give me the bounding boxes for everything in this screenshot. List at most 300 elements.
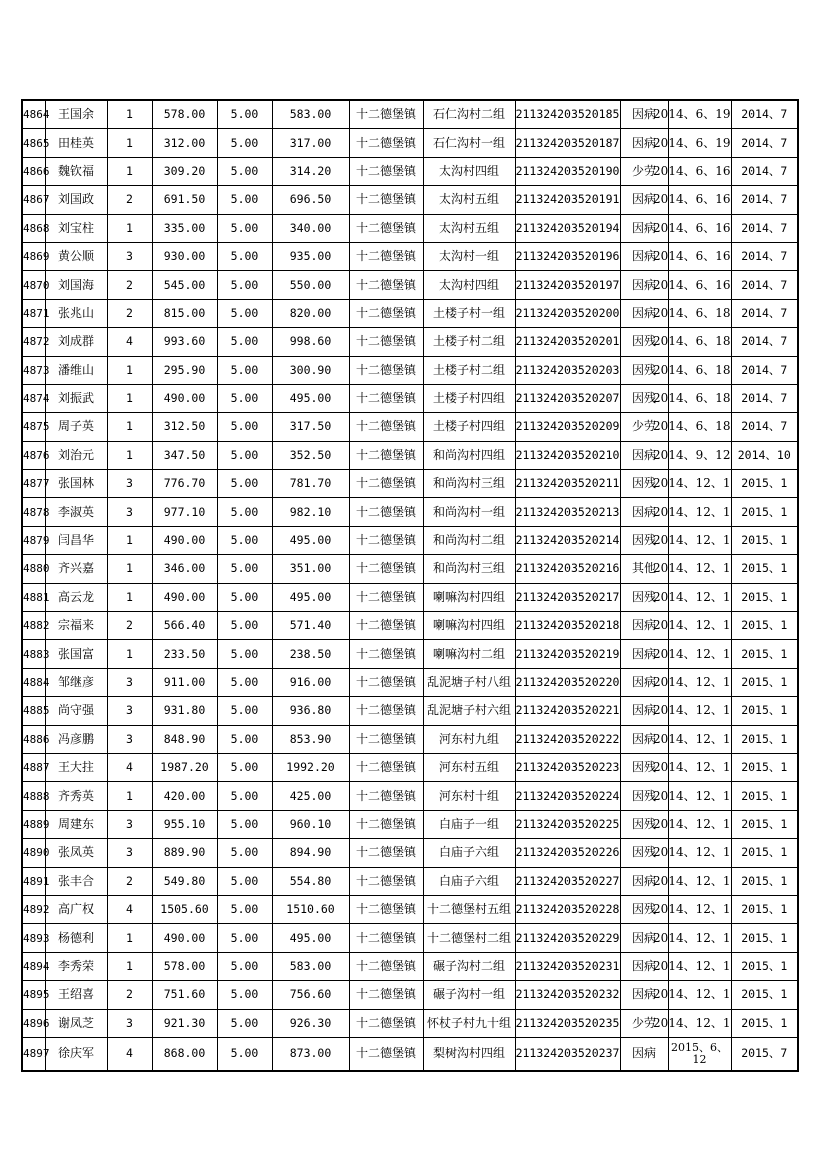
row-number-cell: 4878: [22, 498, 45, 526]
total-cell: 926.30: [272, 1009, 349, 1037]
table-row: [22, 186, 798, 214]
table-row: [22, 810, 798, 838]
table-row: [22, 470, 798, 498]
town-cell: 十二德堡镇: [349, 810, 423, 838]
reason-cell: 因病: [620, 725, 668, 753]
row-number-cell: 4866: [22, 157, 45, 185]
reason-cell: 因残: [620, 526, 668, 554]
start-date-text: 2014、12、1: [653, 902, 731, 917]
persons-cell: 1: [107, 583, 152, 611]
start-date-text: 2014、6、18: [653, 305, 731, 320]
reason-cell: 因残: [620, 470, 668, 498]
id-cell: 211324203520203: [515, 356, 620, 384]
row-number-cell: 4875: [22, 413, 45, 441]
start-date-cell: [653, 498, 731, 526]
name-cell: 刘国政: [45, 186, 107, 214]
extra-cell: 5.00: [217, 981, 272, 1009]
persons-cell: 4: [107, 328, 152, 356]
row-number-cell: 4883: [22, 640, 45, 668]
start-date-text: 2014、12、1: [653, 788, 731, 803]
persons-cell: 1: [107, 924, 152, 952]
start-date-cell: [653, 640, 731, 668]
table-row: [22, 242, 798, 270]
village-cell: 土楼子村二组: [423, 356, 515, 384]
persons-cell: 4: [107, 753, 152, 781]
persons-cell: 1: [107, 640, 152, 668]
start-date-cell: [653, 214, 731, 242]
start-date-text: 2014、12、1: [653, 845, 731, 860]
start-date-text: 2014、6、18: [653, 391, 731, 406]
table-row: [22, 782, 798, 810]
village-cell: 太沟村一组: [423, 242, 515, 270]
amount-cell: 776.70: [152, 470, 217, 498]
amount-cell: 346.00: [152, 555, 217, 583]
amount-cell: 295.90: [152, 356, 217, 384]
town-cell: 十二德堡镇: [349, 952, 423, 980]
start-date-cell: [653, 441, 731, 469]
start-date-cell: [653, 725, 731, 753]
town-cell: 十二德堡镇: [349, 413, 423, 441]
village-cell: 河东村十组: [423, 782, 515, 810]
end-date-cell: 2015、1: [731, 668, 798, 696]
persons-cell: 3: [107, 697, 152, 725]
village-cell: 土楼子村一组: [423, 299, 515, 327]
end-date-cell: 2014、7: [731, 100, 798, 129]
end-date-cell: 2014、7: [731, 299, 798, 327]
name-cell: 邹继彦: [45, 668, 107, 696]
start-date-cell: [653, 895, 731, 923]
id-cell: 211324203520216: [515, 555, 620, 583]
start-date-cell: [653, 555, 731, 583]
village-cell: 和尚沟村三组: [423, 470, 515, 498]
town-cell: 十二德堡镇: [349, 839, 423, 867]
table-row: [22, 1009, 798, 1037]
total-cell: 495.00: [272, 526, 349, 554]
table-row: [22, 895, 798, 923]
start-date-cell: [653, 753, 731, 781]
end-date-cell: 2015、1: [731, 952, 798, 980]
amount-cell: 921.30: [152, 1009, 217, 1037]
amount-cell: 993.60: [152, 328, 217, 356]
name-cell: 魏钦福: [45, 157, 107, 185]
extra-cell: 5.00: [217, 157, 272, 185]
id-cell: 211324203520187: [515, 129, 620, 157]
reason-cell: 因残: [620, 356, 668, 384]
id-cell: 211324203520201: [515, 328, 620, 356]
amount-cell: 955.10: [152, 810, 217, 838]
town-cell: 十二德堡镇: [349, 356, 423, 384]
village-cell: 石仁沟村一组: [423, 129, 515, 157]
id-cell: 211324203520232: [515, 981, 620, 1009]
name-cell: 周子英: [45, 413, 107, 441]
village-cell: 梨树沟村四组: [423, 1037, 515, 1071]
reason-cell: 因病: [620, 640, 668, 668]
end-date-cell: 2015、1: [731, 725, 798, 753]
table-row: [22, 100, 798, 129]
id-cell: 211324203520226: [515, 839, 620, 867]
table-row: [22, 583, 798, 611]
id-cell: 211324203520222: [515, 725, 620, 753]
amount-cell: 911.00: [152, 668, 217, 696]
persons-cell: 3: [107, 242, 152, 270]
name-cell: 齐秀英: [45, 782, 107, 810]
amount-cell: 815.00: [152, 299, 217, 327]
start-date-text: 2014、12、1: [653, 675, 731, 689]
name-cell: 田桂英: [45, 129, 107, 157]
reason-cell: 因病: [620, 214, 668, 242]
id-cell: 211324203520220: [515, 668, 620, 696]
id-cell: 211324203520235: [515, 1009, 620, 1037]
extra-cell: 5.00: [217, 441, 272, 469]
town-cell: 十二德堡镇: [349, 895, 423, 923]
village-cell: 十二德堡村五组: [423, 895, 515, 923]
village-cell: 河东村五组: [423, 753, 515, 781]
name-cell: 张丰合: [45, 867, 107, 895]
start-date-cell: [653, 697, 731, 725]
start-date-cell: [653, 612, 731, 640]
name-cell: 尚守强: [45, 697, 107, 725]
row-number-cell: 4867: [22, 186, 45, 214]
extra-cell: 5.00: [217, 810, 272, 838]
start-date-cell: [653, 186, 731, 214]
town-cell: 十二德堡镇: [349, 129, 423, 157]
total-cell: 1510.60: [272, 895, 349, 923]
town-cell: 十二德堡镇: [349, 299, 423, 327]
id-cell: 211324203520237: [515, 1037, 620, 1071]
town-cell: 十二德堡镇: [349, 186, 423, 214]
extra-cell: 5.00: [217, 214, 272, 242]
persons-cell: 3: [107, 1009, 152, 1037]
town-cell: 十二德堡镇: [349, 612, 423, 640]
persons-cell: 3: [107, 810, 152, 838]
persons-cell: 1: [107, 157, 152, 185]
table-row: [22, 640, 798, 668]
total-cell: 1992.20: [272, 753, 349, 781]
reason-cell: 因病: [620, 952, 668, 980]
village-cell: 土楼子村二组: [423, 328, 515, 356]
row-number-cell: 4890: [22, 839, 45, 867]
id-cell: 211324203520211: [515, 470, 620, 498]
table-row: [22, 129, 798, 157]
end-date-cell: 2014、10: [731, 441, 798, 469]
total-cell: 935.00: [272, 242, 349, 270]
records-table: [21, 99, 799, 1072]
id-cell: 211324203520207: [515, 384, 620, 412]
start-date-cell: [653, 782, 731, 810]
amount-cell: 309.20: [152, 157, 217, 185]
id-cell: 211324203520209: [515, 413, 620, 441]
table-row: [22, 413, 798, 441]
row-number-cell: 4871: [22, 299, 45, 327]
start-date-cell: [653, 384, 731, 412]
row-number-cell: 4893: [22, 924, 45, 952]
id-cell: 211324203520218: [515, 612, 620, 640]
reason-cell: 因病: [620, 697, 668, 725]
village-cell: 白庙子六组: [423, 839, 515, 867]
extra-cell: 5.00: [217, 526, 272, 554]
end-date-cell: 2015、1: [731, 470, 798, 498]
town-cell: 十二德堡镇: [349, 782, 423, 810]
extra-cell: 5.00: [217, 271, 272, 299]
name-cell: 张兆山: [45, 299, 107, 327]
amount-cell: 848.90: [152, 725, 217, 753]
row-number-cell: 4881: [22, 583, 45, 611]
reason-cell: 因病: [620, 242, 668, 270]
name-cell: 张国林: [45, 470, 107, 498]
name-cell: 杨德利: [45, 924, 107, 952]
extra-cell: 5.00: [217, 299, 272, 327]
persons-cell: 2: [107, 981, 152, 1009]
extra-cell: 5.00: [217, 895, 272, 923]
name-cell: 李淑英: [45, 498, 107, 526]
start-date-cell: [653, 100, 731, 129]
table-row: [22, 441, 798, 469]
extra-cell: 5.00: [217, 640, 272, 668]
id-cell: 211324203520194: [515, 214, 620, 242]
end-date-cell: 2015、1: [731, 697, 798, 725]
end-date-cell: 2014、7: [731, 157, 798, 185]
row-number-cell: 4896: [22, 1009, 45, 1037]
town-cell: 十二德堡镇: [349, 753, 423, 781]
amount-cell: 233.50: [152, 640, 217, 668]
reason-cell: 因残: [620, 583, 668, 611]
town-cell: 十二德堡镇: [349, 583, 423, 611]
start-date-text: 2014、6、18: [653, 334, 731, 349]
extra-cell: 5.00: [217, 186, 272, 214]
row-number-cell: 4870: [22, 271, 45, 299]
total-cell: 317.00: [272, 129, 349, 157]
end-date-cell: 2014、7: [731, 271, 798, 299]
start-date-cell: [653, 129, 731, 157]
total-cell: 873.00: [272, 1037, 349, 1071]
town-cell: 十二德堡镇: [349, 498, 423, 526]
start-date-cell: 2015、6、12: [668, 1037, 731, 1071]
reason-cell: 因残: [620, 782, 668, 810]
start-date-text: 2014、12、1: [653, 873, 731, 888]
table-row: [22, 924, 798, 952]
name-cell: 刘治元: [45, 441, 107, 469]
id-cell: 211324203520185: [515, 100, 620, 129]
id-cell: 211324203520221: [515, 697, 620, 725]
persons-cell: 4: [107, 895, 152, 923]
extra-cell: 5.00: [217, 782, 272, 810]
village-cell: 土楼子村四组: [423, 413, 515, 441]
end-date-cell: 2015、1: [731, 810, 798, 838]
start-date-cell: [653, 299, 731, 327]
amount-cell: 691.50: [152, 186, 217, 214]
row-number-cell: 4877: [22, 470, 45, 498]
extra-cell: 5.00: [217, 1037, 272, 1071]
end-date-cell: 2015、1: [731, 753, 798, 781]
row-number-cell: 4868: [22, 214, 45, 242]
total-cell: 554.80: [272, 867, 349, 895]
total-cell: 820.00: [272, 299, 349, 327]
start-date-text: 2014、12、1: [653, 930, 731, 945]
total-cell: 916.00: [272, 668, 349, 696]
total-cell: 998.60: [272, 328, 349, 356]
persons-cell: 1: [107, 952, 152, 980]
start-date-text: 2014、12、1: [653, 533, 731, 548]
town-cell: 十二德堡镇: [349, 725, 423, 753]
amount-cell: 578.00: [152, 952, 217, 980]
name-cell: 刘国海: [45, 271, 107, 299]
persons-cell: 1: [107, 356, 152, 384]
total-cell: 238.50: [272, 640, 349, 668]
id-cell: 211324203520210: [515, 441, 620, 469]
total-cell: 314.20: [272, 157, 349, 185]
row-number-cell: 4885: [22, 697, 45, 725]
start-date-text: 2014、12、1: [653, 731, 731, 746]
end-date-cell: 2015、1: [731, 555, 798, 583]
town-cell: 十二德堡镇: [349, 924, 423, 952]
row-number-cell: 4874: [22, 384, 45, 412]
row-number-cell: 4891: [22, 867, 45, 895]
town-cell: 十二德堡镇: [349, 668, 423, 696]
end-date-cell: 2015、1: [731, 612, 798, 640]
start-date-cell: [653, 356, 731, 384]
extra-cell: 5.00: [217, 952, 272, 980]
reason-cell: 因病: [620, 867, 668, 895]
row-number-cell: 4888: [22, 782, 45, 810]
name-cell: 王绍喜: [45, 981, 107, 1009]
amount-cell: 930.00: [152, 242, 217, 270]
extra-cell: 5.00: [217, 498, 272, 526]
extra-cell: 5.00: [217, 356, 272, 384]
name-cell: 潘维山: [45, 356, 107, 384]
town-cell: 十二德堡镇: [349, 328, 423, 356]
start-date-cell: [653, 981, 731, 1009]
amount-cell: 977.10: [152, 498, 217, 526]
total-cell: 756.60: [272, 981, 349, 1009]
table-row: [22, 612, 798, 640]
name-cell: 宗福来: [45, 612, 107, 640]
total-cell: 495.00: [272, 384, 349, 412]
reason-cell: 因病: [620, 1037, 668, 1071]
extra-cell: 5.00: [217, 839, 272, 867]
town-cell: 十二德堡镇: [349, 214, 423, 242]
extra-cell: 5.00: [217, 697, 272, 725]
village-cell: 碾子沟村一组: [423, 981, 515, 1009]
total-cell: 853.90: [272, 725, 349, 753]
persons-cell: 1: [107, 555, 152, 583]
start-date-text: 2014、12、1: [653, 646, 731, 661]
table-row: [22, 725, 798, 753]
start-date-cell: [653, 867, 731, 895]
village-cell: 和尚沟村二组: [423, 526, 515, 554]
village-cell: 喇嘛沟村二组: [423, 640, 515, 668]
town-cell: 十二德堡镇: [349, 526, 423, 554]
persons-cell: 2: [107, 271, 152, 299]
persons-cell: 3: [107, 668, 152, 696]
row-number-cell: 4879: [22, 526, 45, 554]
name-cell: 闫昌华: [45, 526, 107, 554]
id-cell: 211324203520219: [515, 640, 620, 668]
reason-cell: 因病: [620, 924, 668, 952]
end-date-cell: 2015、1: [731, 981, 798, 1009]
start-date-text: 2014、6、19: [653, 107, 731, 122]
end-date-cell: 2015、1: [731, 583, 798, 611]
town-cell: 十二德堡镇: [349, 100, 423, 129]
persons-cell: 2: [107, 186, 152, 214]
total-cell: 982.10: [272, 498, 349, 526]
amount-cell: 868.00: [152, 1037, 217, 1071]
start-date-text: 2014、12、1: [653, 703, 731, 718]
end-date-cell: 2014、7: [731, 356, 798, 384]
village-cell: 太沟村四组: [423, 271, 515, 299]
total-cell: 425.00: [272, 782, 349, 810]
row-number-cell: 4882: [22, 612, 45, 640]
start-date-cell: [653, 271, 731, 299]
extra-cell: 5.00: [217, 668, 272, 696]
total-cell: 351.00: [272, 555, 349, 583]
start-date-cell: [653, 668, 731, 696]
name-cell: 周建东: [45, 810, 107, 838]
start-date-cell: [653, 470, 731, 498]
end-date-cell: 2015、1: [731, 839, 798, 867]
persons-cell: 1: [107, 441, 152, 469]
village-cell: 十二德堡村二组: [423, 924, 515, 952]
name-cell: 黄公顺: [45, 242, 107, 270]
persons-cell: 2: [107, 612, 152, 640]
extra-cell: 5.00: [217, 328, 272, 356]
start-date-text: 2014、12、1: [653, 987, 731, 1002]
end-date-cell: 2014、7: [731, 129, 798, 157]
total-cell: 583.00: [272, 952, 349, 980]
village-cell: 白庙子一组: [423, 810, 515, 838]
total-cell: 340.00: [272, 214, 349, 242]
start-date-cell: [653, 328, 731, 356]
town-cell: 十二德堡镇: [349, 242, 423, 270]
id-cell: 211324203520228: [515, 895, 620, 923]
row-number-cell: 4884: [22, 668, 45, 696]
row-number-cell: 4869: [22, 242, 45, 270]
total-cell: 781.70: [272, 470, 349, 498]
town-cell: 十二德堡镇: [349, 555, 423, 583]
table-row: [22, 952, 798, 980]
table-row: [22, 271, 798, 299]
row-number-cell: 4889: [22, 810, 45, 838]
total-cell: 352.50: [272, 441, 349, 469]
end-date-cell: 2015、7: [731, 1037, 798, 1071]
amount-cell: 490.00: [152, 384, 217, 412]
start-date-cell: [653, 583, 731, 611]
name-cell: 高广权: [45, 895, 107, 923]
row-number-cell: 4897: [22, 1037, 45, 1071]
amount-cell: 420.00: [152, 782, 217, 810]
total-cell: 571.40: [272, 612, 349, 640]
table-row: [22, 299, 798, 327]
town-cell: 十二德堡镇: [349, 981, 423, 1009]
start-date-text: 2014、9、12: [653, 447, 731, 462]
extra-cell: 5.00: [217, 1009, 272, 1037]
village-cell: 怀杖子村九十组: [423, 1009, 515, 1037]
extra-cell: 5.00: [217, 753, 272, 781]
reason-cell: 因病: [620, 129, 668, 157]
town-cell: 十二德堡镇: [349, 1037, 423, 1071]
reason-cell: 因病: [620, 186, 668, 214]
village-cell: 太沟村四组: [423, 157, 515, 185]
town-cell: 十二德堡镇: [349, 640, 423, 668]
row-number-cell: 4865: [22, 129, 45, 157]
table-row: [22, 214, 798, 242]
table-row: [22, 384, 798, 412]
village-cell: 碾子沟村二组: [423, 952, 515, 980]
persons-cell: 1: [107, 782, 152, 810]
reason-cell: 因病: [620, 100, 668, 129]
total-cell: 960.10: [272, 810, 349, 838]
id-cell: 211324203520229: [515, 924, 620, 952]
start-date-cell: [653, 526, 731, 554]
